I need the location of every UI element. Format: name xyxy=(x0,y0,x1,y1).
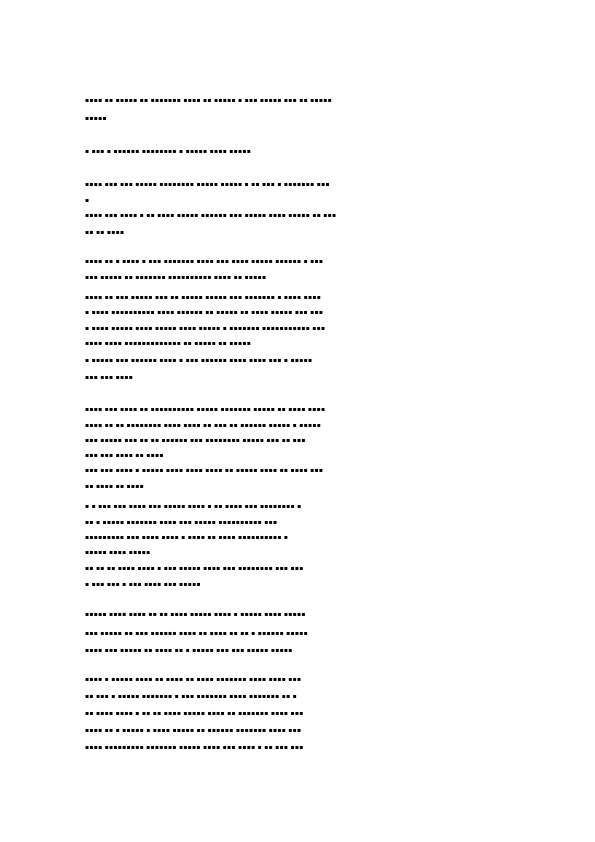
text-line: ▪▪▪▪▪ xyxy=(85,115,107,122)
text-line: ▪▪▪ ▪▪▪ ▪▪▪▪ ▪ ▪▪▪▪▪ ▪▪▪▪ ▪▪▪▪ ▪▪▪▪ ▪▪ ▪▪▪▪▪ ▪▪▪▪ ▪▪ ▪▪▪▪ ▪▪▪ xyxy=(85,467,324,474)
text-line: ▪▪▪ ▪▪▪▪▪ ▪▪ ▪▪▪ ▪▪▪▪▪▪ ▪▪▪▪ ▪▪ ▪▪▪▪ ▪▪ ▪▪ ▪ ▪▪▪▪▪▪ ▪▪▪▪▪ xyxy=(85,630,308,637)
text-line: ▪▪ ▪▪▪▪ ▪▪▪▪ ▪ ▪▪ ▪▪ ▪▪▪▪ ▪▪▪▪▪ ▪▪▪▪ ▪▪ ▪▪▪▪▪▪▪ ▪▪▪▪ ▪▪▪ xyxy=(85,710,304,717)
text-line: ▪▪▪▪ ▪▪▪ ▪▪▪▪▪ ▪▪ ▪▪▪▪ ▪▪ ▪ ▪▪▪▪▪ ▪▪▪ ▪▪▪ ▪▪▪▪▪ ▪▪▪▪▪ xyxy=(85,647,293,654)
text-line: ▪▪▪▪▪ ▪▪▪▪ ▪▪▪▪ ▪▪ ▪▪ ▪▪▪▪ ▪▪▪▪▪ ▪▪▪▪ ▪ ▪▪▪▪▪ ▪▪▪▪ ▪▪▪▪▪ xyxy=(85,611,306,618)
text-line: ▪▪▪ ▪▪▪ ▪▪▪▪ ▪▪ ▪▪▪▪ xyxy=(85,452,164,459)
text-line: ▪ ▪▪▪▪ ▪▪▪▪▪ ▪▪▪▪ ▪▪▪▪▪ ▪▪▪▪ ▪▪▪▪▪ ▪ ▪▪▪▪▪▪▪ ▪▪▪▪▪▪▪▪▪▪▪ ▪▪▪ xyxy=(85,325,326,332)
text-line: ▪▪▪▪ ▪▪▪ ▪▪▪ ▪▪▪▪▪ ▪▪▪▪▪▪▪▪ ▪▪▪▪▪ ▪▪▪▪▪ ▪ ▪▪ ▪▪▪ ▪ ▪▪▪▪▪▪▪ ▪▪▪ xyxy=(85,181,330,188)
text-line: ▪▪ ▪▪ ▪▪▪▪ xyxy=(85,229,125,236)
text-line: ▪▪▪▪ ▪▪▪▪▪▪▪▪▪ ▪▪▪▪▪▪▪ ▪▪▪▪▪ ▪▪▪▪ ▪▪▪ ▪▪▪▪ ▪ ▪▪ ▪▪▪ ▪▪▪ xyxy=(85,744,304,751)
text-line: ▪ xyxy=(85,197,90,204)
text-line: ▪ ▪▪▪ ▪▪▪ ▪ ▪▪▪ ▪▪▪▪ ▪▪▪ ▪▪▪▪▪ xyxy=(85,581,201,588)
text-line: ▪ ▪▪▪▪ ▪▪▪▪▪▪▪▪▪▪ ▪▪▪▪ ▪▪▪▪▪▪ ▪▪ ▪▪▪▪▪ ▪▪ ▪▪▪▪ ▪▪▪▪▪ ▪▪▪ ▪▪▪ xyxy=(85,309,324,316)
text-line: ▪▪▪▪▪▪▪▪▪ ▪▪▪ ▪▪▪▪ ▪▪▪▪ ▪ ▪▪▪▪ ▪▪ ▪▪▪▪ ▪▪▪▪▪▪▪▪▪▪ ▪ xyxy=(85,534,289,541)
text-line: ▪▪▪ ▪▪▪▪▪ ▪▪ ▪▪▪▪▪▪▪ ▪▪▪▪▪▪▪▪▪▪ ▪▪▪▪ ▪▪ ▪▪▪▪▪ xyxy=(85,274,267,281)
text-line: ▪▪▪ ▪▪▪ ▪▪▪▪ xyxy=(85,374,134,381)
text-line: ▪▪▪▪ ▪▪ ▪ ▪▪▪▪ ▪ ▪▪▪ ▪▪▪▪▪▪▪ ▪▪▪▪ ▪▪▪ ▪▪▪▪ ▪▪▪▪▪ ▪▪▪▪▪▪ ▪ ▪▪▪ xyxy=(85,258,324,265)
text-line: ▪▪ ▪ ▪▪▪▪▪ ▪▪▪▪▪▪▪ ▪▪▪▪ ▪▪▪ ▪▪▪▪▪ ▪▪▪▪▪▪▪▪▪▪ ▪▪▪ xyxy=(85,519,278,526)
text-line: ▪▪▪▪ ▪▪▪ ▪▪▪▪ ▪▪ ▪▪▪▪▪▪▪▪▪▪ ▪▪▪▪▪ ▪▪▪▪▪▪▪ ▪▪▪▪▪ ▪▪ ▪▪▪▪ ▪▪▪▪ xyxy=(85,406,326,413)
text-line: ▪▪▪▪▪ ▪▪▪▪ ▪▪▪▪▪ xyxy=(85,549,151,556)
text-line: ▪▪ ▪▪▪ ▪ ▪▪▪▪▪ ▪▪▪▪▪▪▪ ▪ ▪▪▪ ▪▪▪▪▪▪▪ ▪▪▪▪ ▪▪▪▪▪▪▪ ▪▪ ▪ xyxy=(85,693,298,700)
text-line: ▪▪▪▪ ▪▪ ▪▪▪ ▪▪▪▪▪ ▪▪▪ ▪▪ ▪▪▪▪▪ ▪▪▪▪▪ ▪▪▪ ▪▪▪▪▪▪▪ ▪ ▪▪▪▪ ▪▪▪▪ xyxy=(85,294,322,301)
text-line: ▪ ▪▪▪▪▪ ▪▪▪ ▪▪▪▪▪▪ ▪▪▪▪ ▪ ▪▪▪ ▪▪▪▪▪▪ ▪▪▪▪ ▪▪▪▪ ▪▪▪ ▪ ▪▪▪▪▪ xyxy=(85,357,313,364)
text-line: ▪▪▪▪ ▪ ▪▪▪▪▪ ▪▪▪▪ ▪▪ ▪▪▪▪ ▪▪ ▪▪▪▪ ▪▪▪▪▪▪▪ ▪▪▪▪ ▪▪▪▪ ▪▪▪ xyxy=(85,676,302,683)
text-line: ▪ ▪▪▪ ▪ ▪▪▪▪▪▪ ▪▪▪▪▪▪▪▪ ▪ ▪▪▪▪▪ ▪▪▪▪ ▪▪▪▪▪ xyxy=(85,148,252,155)
text-line: ▪▪▪▪ ▪▪ ▪▪▪▪▪ ▪▪ ▪▪▪▪▪▪▪ ▪▪▪▪ ▪▪ ▪▪▪▪▪ ▪ ▪▪▪ ▪▪▪▪▪ ▪▪▪ ▪▪ ▪▪▪▪▪ xyxy=(85,97,333,104)
text-line: ▪▪▪▪ ▪▪ ▪▪ ▪▪▪▪▪▪▪▪ ▪▪▪▪ ▪▪▪▪ ▪▪ ▪▪▪ ▪▪ ▪▪▪▪▪▪ ▪▪▪▪▪ ▪ ▪▪▪▪▪ xyxy=(85,422,322,429)
text-line: ▪▪▪▪ ▪▪▪ ▪▪▪▪ ▪ ▪▪ ▪▪▪▪ ▪▪▪▪▪ ▪▪▪▪▪▪ ▪▪▪ ▪▪▪▪▪ ▪▪▪▪ ▪▪▪▪▪ ▪▪ ▪▪▪ xyxy=(85,212,337,219)
text-line: ▪▪ ▪▪▪▪ ▪▪ ▪▪▪▪ xyxy=(85,483,145,490)
text-line: ▪▪ ▪▪ ▪▪ ▪▪▪▪ ▪▪▪▪ ▪ ▪▪▪ ▪▪▪▪▪ ▪▪▪▪ ▪▪▪ ▪▪▪▪▪▪▪▪ ▪▪▪ ▪▪▪ xyxy=(85,565,304,572)
text-line: ▪▪▪ ▪▪▪▪▪ ▪▪▪ ▪▪ ▪▪ ▪▪▪▪▪▪ ▪▪▪ ▪▪▪▪▪▪▪▪ ▪▪▪▪▪ ▪▪▪ ▪▪ ▪▪▪ xyxy=(85,437,306,444)
text-line: ▪▪▪▪ ▪▪▪▪ ▪▪▪▪▪▪▪▪▪▪▪▪▪ ▪▪ ▪▪▪▪▪ ▪▪ ▪▪▪▪▪ xyxy=(85,340,252,347)
text-line: ▪ ▪ ▪▪▪ ▪▪▪ ▪▪▪▪ ▪▪▪ ▪▪▪▪▪ ▪▪▪▪ ▪ ▪▪ ▪▪▪▪ ▪▪▪ ▪▪▪▪▪▪▪▪ ▪ xyxy=(85,503,302,510)
text-line: ▪▪▪▪ ▪▪ ▪ ▪▪▪▪▪ ▪ ▪▪▪▪ ▪▪▪▪▪ ▪▪ ▪▪▪▪▪▪ ▪▪▪▪▪▪▪ ▪▪▪▪ ▪▪▪ xyxy=(85,727,302,734)
